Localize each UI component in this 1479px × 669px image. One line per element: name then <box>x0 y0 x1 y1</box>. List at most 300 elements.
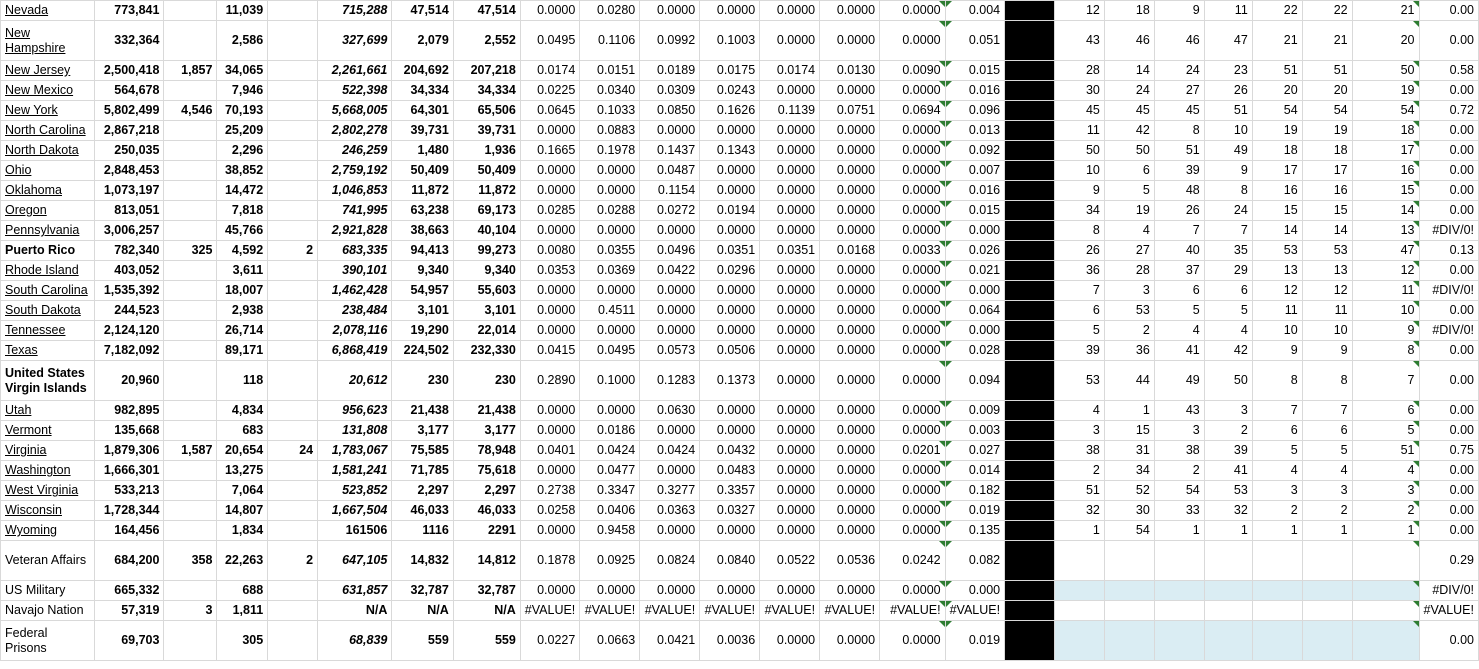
data-cell[interactable]: 39,731 <box>453 121 520 141</box>
rank-cell[interactable]: 27 <box>1104 241 1154 261</box>
data-cell[interactable]: N/A <box>392 601 453 621</box>
rank-cell[interactable] <box>1252 541 1302 581</box>
data-cell[interactable]: 1,811 <box>217 601 268 621</box>
data-cell[interactable]: 564,678 <box>94 81 164 101</box>
data-cell[interactable]: 0.3347 <box>580 481 640 501</box>
rank-cell[interactable]: 4 <box>1352 461 1419 481</box>
rank-cell[interactable]: 6 <box>1204 281 1252 301</box>
data-cell[interactable]: 244,523 <box>94 301 164 321</box>
data-cell[interactable]: 0.0000 <box>520 401 580 421</box>
data-cell[interactable]: 0.0925 <box>580 541 640 581</box>
data-cell[interactable]: 0.0000 <box>820 521 880 541</box>
data-cell[interactable] <box>268 281 318 301</box>
rank-cell[interactable]: 42 <box>1204 341 1252 361</box>
data-cell[interactable]: 0.0000 <box>640 121 700 141</box>
data-cell[interactable] <box>164 141 217 161</box>
data-cell[interactable]: 0.0000 <box>520 181 580 201</box>
rank-cell[interactable]: 11 <box>1054 121 1104 141</box>
data-cell[interactable]: 11,039 <box>217 1 268 21</box>
row-label-cell[interactable]: Veteran Affairs <box>1 541 95 581</box>
data-cell[interactable]: 0.0285 <box>520 201 580 221</box>
row-label-cell[interactable]: Vermont <box>1 421 95 441</box>
rank-cell[interactable] <box>1054 621 1104 661</box>
data-cell[interactable]: 0.009 <box>945 401 1005 421</box>
rank-cell[interactable] <box>1204 621 1252 661</box>
data-cell[interactable]: 0.2738 <box>520 481 580 501</box>
rank-cell[interactable]: 0.00 <box>1419 81 1479 101</box>
data-cell[interactable]: 0.0000 <box>640 581 700 601</box>
rank-cell[interactable]: #DIV/0! <box>1419 581 1479 601</box>
data-cell[interactable]: 1,073,197 <box>94 181 164 201</box>
row-label-cell[interactable]: Pennsylvania <box>1 221 95 241</box>
data-cell[interactable]: 631,857 <box>318 581 392 601</box>
rank-cell[interactable]: 53 <box>1204 481 1252 501</box>
data-cell[interactable] <box>268 1 318 21</box>
data-cell[interactable]: N/A <box>318 601 392 621</box>
data-cell[interactable] <box>164 81 217 101</box>
rank-cell[interactable]: 6 <box>1154 281 1204 301</box>
data-cell[interactable]: 684,200 <box>94 541 164 581</box>
data-cell[interactable]: 0.051 <box>945 21 1005 61</box>
data-cell[interactable] <box>164 581 217 601</box>
row-label-cell[interactable]: Nevada <box>1 1 95 21</box>
data-cell[interactable]: 0.0000 <box>760 301 820 321</box>
rank-cell[interactable]: 16 <box>1302 181 1352 201</box>
data-cell[interactable]: 7,182,092 <box>94 341 164 361</box>
rank-cell[interactable]: 0.72 <box>1419 101 1479 121</box>
rank-cell[interactable]: 48 <box>1154 181 1204 201</box>
row-label-cell[interactable]: Puerto Rico <box>1 241 95 261</box>
data-cell[interactable]: 71,785 <box>392 461 453 481</box>
data-cell[interactable]: 0.0296 <box>700 261 760 281</box>
data-cell[interactable]: 0.0645 <box>520 101 580 121</box>
data-cell[interactable]: 0.000 <box>945 281 1005 301</box>
data-cell[interactable]: 522,398 <box>318 81 392 101</box>
rank-cell[interactable]: 14 <box>1302 221 1352 241</box>
data-cell[interactable]: 0.0243 <box>700 81 760 101</box>
data-cell[interactable]: 2 <box>268 541 318 581</box>
data-cell[interactable]: 715,288 <box>318 1 392 21</box>
rank-cell[interactable]: 3 <box>1204 401 1252 421</box>
data-cell[interactable]: 0.135 <box>945 521 1005 541</box>
row-label-cell[interactable]: Texas <box>1 341 95 361</box>
data-cell[interactable]: 0.0355 <box>580 241 640 261</box>
data-cell[interactable]: 390,101 <box>318 261 392 281</box>
rank-cell[interactable] <box>1204 541 1252 581</box>
data-cell[interactable] <box>164 421 217 441</box>
rank-cell[interactable] <box>1252 581 1302 601</box>
data-cell[interactable]: 65,506 <box>453 101 520 121</box>
data-cell[interactable]: 0.0225 <box>520 81 580 101</box>
data-cell[interactable]: 25,209 <box>217 121 268 141</box>
data-cell[interactable]: 0.0000 <box>700 161 760 181</box>
data-cell[interactable] <box>268 501 318 521</box>
rank-cell[interactable]: 20 <box>1352 21 1419 61</box>
data-cell[interactable]: 0.0000 <box>820 401 880 421</box>
rank-cell[interactable]: 50 <box>1204 361 1252 401</box>
data-cell[interactable]: 2,297 <box>392 481 453 501</box>
data-cell[interactable] <box>164 501 217 521</box>
data-cell[interactable]: 0.0000 <box>520 521 580 541</box>
rank-cell[interactable]: 5 <box>1204 301 1252 321</box>
rank-cell[interactable]: 30 <box>1104 501 1154 521</box>
data-cell[interactable]: 688 <box>217 581 268 601</box>
rank-cell[interactable]: 9 <box>1204 161 1252 181</box>
data-cell[interactable]: 0.003 <box>945 421 1005 441</box>
data-cell[interactable]: 0.0000 <box>700 281 760 301</box>
data-cell[interactable]: 0.0000 <box>880 181 946 201</box>
data-cell[interactable]: 14,472 <box>217 181 268 201</box>
data-cell[interactable]: 1,480 <box>392 141 453 161</box>
data-cell[interactable]: 1,857 <box>164 61 217 81</box>
rank-cell[interactable] <box>1054 541 1104 581</box>
data-cell[interactable]: 75,585 <box>392 441 453 461</box>
rank-cell[interactable]: 6 <box>1302 421 1352 441</box>
rank-cell[interactable]: 9 <box>1054 181 1104 201</box>
data-cell[interactable]: 0.0227 <box>520 621 580 661</box>
data-cell[interactable]: 332,364 <box>94 21 164 61</box>
data-cell[interactable] <box>268 321 318 341</box>
rank-cell[interactable]: 17 <box>1252 161 1302 181</box>
data-cell[interactable]: 0.0694 <box>880 101 946 121</box>
data-cell[interactable]: 18,007 <box>217 281 268 301</box>
rank-cell[interactable]: 46 <box>1154 21 1204 61</box>
rank-cell[interactable]: 0.00 <box>1419 261 1479 281</box>
data-cell[interactable]: 0.0573 <box>640 341 700 361</box>
rank-cell[interactable]: 4 <box>1054 401 1104 421</box>
rank-cell[interactable]: 5 <box>1252 441 1302 461</box>
rank-cell[interactable]: 36 <box>1104 341 1154 361</box>
data-cell[interactable]: 22,014 <box>453 321 520 341</box>
rank-cell[interactable]: 14 <box>1104 61 1154 81</box>
data-cell[interactable]: 3,177 <box>392 421 453 441</box>
data-cell[interactable]: N/A <box>453 601 520 621</box>
rank-cell[interactable]: 40 <box>1154 241 1204 261</box>
data-cell[interactable]: 0.0000 <box>580 161 640 181</box>
data-cell[interactable]: 0.0280 <box>580 1 640 21</box>
data-cell[interactable]: 1,046,853 <box>318 181 392 201</box>
rank-cell[interactable]: 49 <box>1204 141 1252 161</box>
row-label-cell[interactable]: US Military <box>1 581 95 601</box>
rank-cell[interactable]: 41 <box>1204 461 1252 481</box>
rank-cell[interactable]: 45 <box>1054 101 1104 121</box>
rank-cell[interactable]: 36 <box>1054 261 1104 281</box>
data-cell[interactable]: 0.0000 <box>820 421 880 441</box>
data-cell[interactable]: 9,340 <box>453 261 520 281</box>
data-cell[interactable]: 0.0000 <box>700 401 760 421</box>
data-cell[interactable]: 0.0000 <box>820 121 880 141</box>
data-cell[interactable]: 68,839 <box>318 621 392 661</box>
data-cell[interactable]: 0.0186 <box>580 421 640 441</box>
row-label-cell[interactable]: New Hampshire <box>1 21 95 61</box>
data-cell[interactable]: 0.0424 <box>640 441 700 461</box>
data-cell[interactable]: 0.3357 <box>700 481 760 501</box>
data-cell[interactable]: 0.0189 <box>640 61 700 81</box>
rank-cell[interactable]: 8 <box>1054 221 1104 241</box>
rank-cell[interactable]: 0.00 <box>1419 21 1479 61</box>
row-label-cell[interactable]: Wyoming <box>1 521 95 541</box>
rank-cell[interactable]: 22 <box>1252 1 1302 21</box>
rank-cell[interactable]: 15 <box>1252 201 1302 221</box>
data-cell[interactable]: 3,101 <box>392 301 453 321</box>
data-cell[interactable]: 0.0424 <box>580 441 640 461</box>
data-cell[interactable]: 0.0000 <box>760 161 820 181</box>
data-cell[interactable]: 1,535,392 <box>94 281 164 301</box>
data-cell[interactable] <box>164 321 217 341</box>
data-cell[interactable]: 0.0422 <box>640 261 700 281</box>
data-cell[interactable]: 20,654 <box>217 441 268 461</box>
rank-cell[interactable]: 5 <box>1302 441 1352 461</box>
rank-cell[interactable]: 28 <box>1104 261 1154 281</box>
data-cell[interactable]: 9,340 <box>392 261 453 281</box>
data-cell[interactable]: 38,852 <box>217 161 268 181</box>
rank-cell[interactable] <box>1104 621 1154 661</box>
rank-cell[interactable]: 17 <box>1352 141 1419 161</box>
data-cell[interactable]: #VALUE! <box>700 601 760 621</box>
data-cell[interactable] <box>268 301 318 321</box>
row-label-cell[interactable]: New Mexico <box>1 81 95 101</box>
rank-cell[interactable]: 49 <box>1154 361 1204 401</box>
data-cell[interactable]: 0.0000 <box>760 481 820 501</box>
data-cell[interactable]: 0.0000 <box>880 221 946 241</box>
rank-cell[interactable]: 3 <box>1252 481 1302 501</box>
rank-cell[interactable]: #DIV/0! <box>1419 221 1479 241</box>
rank-cell[interactable]: 1 <box>1302 521 1352 541</box>
data-cell[interactable] <box>268 621 318 661</box>
rank-cell[interactable]: 5 <box>1154 301 1204 321</box>
rank-cell[interactable]: 12 <box>1352 261 1419 281</box>
data-cell[interactable]: 741,995 <box>318 201 392 221</box>
data-cell[interactable]: 1,581,241 <box>318 461 392 481</box>
rank-cell[interactable]: 45 <box>1104 101 1154 121</box>
data-cell[interactable]: 238,484 <box>318 301 392 321</box>
data-cell[interactable]: 0.0000 <box>760 421 820 441</box>
data-cell[interactable]: 2,759,192 <box>318 161 392 181</box>
data-cell[interactable]: 0.0000 <box>640 461 700 481</box>
data-cell[interactable]: 0.0850 <box>640 101 700 121</box>
data-cell[interactable]: 78,948 <box>453 441 520 461</box>
rank-cell[interactable]: 22 <box>1302 1 1352 21</box>
rank-cell[interactable]: 2 <box>1252 501 1302 521</box>
rank-cell[interactable]: 8 <box>1302 361 1352 401</box>
rank-cell[interactable] <box>1154 621 1204 661</box>
data-cell[interactable]: 0.1139 <box>760 101 820 121</box>
data-cell[interactable]: 135,668 <box>94 421 164 441</box>
data-cell[interactable]: 0.021 <box>945 261 1005 281</box>
rank-cell[interactable]: 7 <box>1054 281 1104 301</box>
data-cell[interactable]: 75,618 <box>453 461 520 481</box>
data-cell[interactable]: 34,065 <box>217 61 268 81</box>
rank-cell[interactable]: 8 <box>1204 181 1252 201</box>
data-cell[interactable]: 305 <box>217 621 268 661</box>
data-cell[interactable]: 0.0000 <box>820 321 880 341</box>
rank-cell[interactable]: 2 <box>1104 321 1154 341</box>
data-cell[interactable]: 0.0351 <box>700 241 760 261</box>
rank-cell[interactable]: 4 <box>1154 321 1204 341</box>
data-cell[interactable]: 14,807 <box>217 501 268 521</box>
rank-cell[interactable]: 53 <box>1252 241 1302 261</box>
data-cell[interactable]: 230 <box>392 361 453 401</box>
data-cell[interactable]: 0.0506 <box>700 341 760 361</box>
data-cell[interactable]: 63,238 <box>392 201 453 221</box>
data-cell[interactable]: 5,668,005 <box>318 101 392 121</box>
data-cell[interactable]: 0.027 <box>945 441 1005 461</box>
rank-cell[interactable]: 32 <box>1204 501 1252 521</box>
rank-cell[interactable]: 1 <box>1154 521 1204 541</box>
data-cell[interactable]: 0.000 <box>945 581 1005 601</box>
data-cell[interactable]: 0.019 <box>945 621 1005 661</box>
data-cell[interactable]: 0.019 <box>945 501 1005 521</box>
rank-cell[interactable]: 51 <box>1252 61 1302 81</box>
rank-cell[interactable]: #VALUE! <box>1419 601 1479 621</box>
rank-cell[interactable]: 8 <box>1252 361 1302 401</box>
data-cell[interactable]: 0.0000 <box>640 321 700 341</box>
data-cell[interactable]: 3,006,257 <box>94 221 164 241</box>
rank-cell[interactable]: 3 <box>1054 421 1104 441</box>
data-cell[interactable]: 34,334 <box>453 81 520 101</box>
rank-cell[interactable]: 45 <box>1154 101 1204 121</box>
data-cell[interactable] <box>268 481 318 501</box>
data-cell[interactable]: 1,667,504 <box>318 501 392 521</box>
data-cell[interactable]: 0.0000 <box>520 281 580 301</box>
data-cell[interactable]: 22,263 <box>217 541 268 581</box>
data-cell[interactable]: 0.0309 <box>640 81 700 101</box>
data-cell[interactable]: 0.1000 <box>580 361 640 401</box>
data-cell[interactable]: 0.2890 <box>520 361 580 401</box>
rank-cell[interactable]: 18 <box>1302 141 1352 161</box>
data-cell[interactable]: 403,052 <box>94 261 164 281</box>
rank-cell[interactable]: 18 <box>1104 1 1154 21</box>
data-cell[interactable]: 0.0327 <box>700 501 760 521</box>
data-cell[interactable]: 0.0174 <box>760 61 820 81</box>
data-cell[interactable]: 11,872 <box>453 181 520 201</box>
data-cell[interactable]: 773,841 <box>94 1 164 21</box>
data-cell[interactable]: 0.0000 <box>820 501 880 521</box>
data-cell[interactable]: 0.0353 <box>520 261 580 281</box>
data-cell[interactable]: 0.1373 <box>700 361 760 401</box>
rank-cell[interactable]: 54 <box>1352 101 1419 121</box>
rank-cell[interactable]: 43 <box>1154 401 1204 421</box>
data-cell[interactable]: 26,714 <box>217 321 268 341</box>
data-cell[interactable]: 2,296 <box>217 141 268 161</box>
rank-cell[interactable] <box>1054 601 1104 621</box>
rank-cell[interactable]: 20 <box>1252 81 1302 101</box>
rank-cell[interactable]: 1 <box>1104 401 1154 421</box>
rank-cell[interactable]: 1 <box>1054 521 1104 541</box>
data-cell[interactable]: 2,848,453 <box>94 161 164 181</box>
data-cell[interactable]: 0.0000 <box>880 261 946 281</box>
data-cell[interactable]: 3 <box>164 601 217 621</box>
rank-cell[interactable]: 9 <box>1302 341 1352 361</box>
data-cell[interactable]: 0.0000 <box>760 361 820 401</box>
data-cell[interactable]: #VALUE! <box>880 601 946 621</box>
rank-cell[interactable]: 8 <box>1154 121 1204 141</box>
data-cell[interactable]: 2 <box>268 241 318 261</box>
row-label-cell[interactable]: Oregon <box>1 201 95 221</box>
data-cell[interactable]: 0.0000 <box>880 121 946 141</box>
data-cell[interactable]: 47,514 <box>392 1 453 21</box>
rank-cell[interactable]: 13 <box>1352 221 1419 241</box>
rank-cell[interactable]: 33 <box>1154 501 1204 521</box>
row-label-cell[interactable]: Utah <box>1 401 95 421</box>
row-label-cell[interactable]: South Carolina <box>1 281 95 301</box>
data-cell[interactable]: 0.0000 <box>880 81 946 101</box>
data-cell[interactable]: 0.016 <box>945 181 1005 201</box>
data-cell[interactable]: 19,290 <box>392 321 453 341</box>
rank-cell[interactable]: 24 <box>1154 61 1204 81</box>
data-cell[interactable]: 0.0751 <box>820 101 880 121</box>
rank-cell[interactable]: 0.58 <box>1419 61 1479 81</box>
data-cell[interactable]: 2,552 <box>453 21 520 61</box>
data-cell[interactable]: 2291 <box>453 521 520 541</box>
data-cell[interactable]: 46,033 <box>392 501 453 521</box>
data-cell[interactable]: 0.0000 <box>820 201 880 221</box>
row-label-cell[interactable]: Tennessee <box>1 321 95 341</box>
data-cell[interactable]: 21,438 <box>392 401 453 421</box>
data-cell[interactable]: 0.0421 <box>640 621 700 661</box>
rank-cell[interactable]: 3 <box>1104 281 1154 301</box>
data-cell[interactable]: 813,051 <box>94 201 164 221</box>
data-cell[interactable]: 89,171 <box>217 341 268 361</box>
data-cell[interactable]: 0.182 <box>945 481 1005 501</box>
rank-cell[interactable]: 0.00 <box>1419 621 1479 661</box>
rank-cell[interactable]: 16 <box>1252 181 1302 201</box>
data-cell[interactable]: 69,173 <box>453 201 520 221</box>
data-cell[interactable]: 232,330 <box>453 341 520 361</box>
data-cell[interactable]: #VALUE! <box>760 601 820 621</box>
rank-cell[interactable]: 6 <box>1252 421 1302 441</box>
data-cell[interactable] <box>268 121 318 141</box>
data-cell[interactable]: 0.1626 <box>700 101 760 121</box>
data-cell[interactable]: 0.0201 <box>880 441 946 461</box>
rank-cell[interactable]: 10 <box>1302 321 1352 341</box>
data-cell[interactable]: 0.0000 <box>580 221 640 241</box>
rank-cell[interactable]: 11 <box>1302 301 1352 321</box>
data-cell[interactable]: 0.0000 <box>880 621 946 661</box>
rank-cell[interactable]: 5 <box>1352 421 1419 441</box>
data-cell[interactable] <box>268 81 318 101</box>
rank-cell[interactable]: 54 <box>1252 101 1302 121</box>
data-cell[interactable]: 0.0406 <box>580 501 640 521</box>
data-cell[interactable]: 0.0536 <box>820 541 880 581</box>
data-cell[interactable]: 0.0351 <box>760 241 820 261</box>
data-cell[interactable]: 7,946 <box>217 81 268 101</box>
data-cell[interactable] <box>164 1 217 21</box>
data-cell[interactable] <box>164 341 217 361</box>
data-cell[interactable]: 0.0168 <box>820 241 880 261</box>
data-cell[interactable]: 358 <box>164 541 217 581</box>
data-cell[interactable]: 204,692 <box>392 61 453 81</box>
rank-cell[interactable]: 0.00 <box>1419 361 1479 401</box>
data-cell[interactable]: 1116 <box>392 521 453 541</box>
rank-cell[interactable]: 51 <box>1054 481 1104 501</box>
data-cell[interactable]: 0.1978 <box>580 141 640 161</box>
data-cell[interactable]: 0.0000 <box>880 581 946 601</box>
data-cell[interactable]: 0.028 <box>945 341 1005 361</box>
data-cell[interactable]: 0.0496 <box>640 241 700 261</box>
data-cell[interactable]: 683 <box>217 421 268 441</box>
data-cell[interactable]: 69,703 <box>94 621 164 661</box>
data-cell[interactable] <box>268 261 318 281</box>
rank-cell[interactable]: 0.00 <box>1419 121 1479 141</box>
rank-cell[interactable]: 3 <box>1302 481 1352 501</box>
rank-cell[interactable]: 54 <box>1154 481 1204 501</box>
data-cell[interactable]: 0.0840 <box>700 541 760 581</box>
rank-cell[interactable]: 4 <box>1302 461 1352 481</box>
data-cell[interactable]: 0.0272 <box>640 201 700 221</box>
data-cell[interactable]: 0.0000 <box>580 401 640 421</box>
row-label-cell[interactable]: North Carolina <box>1 121 95 141</box>
